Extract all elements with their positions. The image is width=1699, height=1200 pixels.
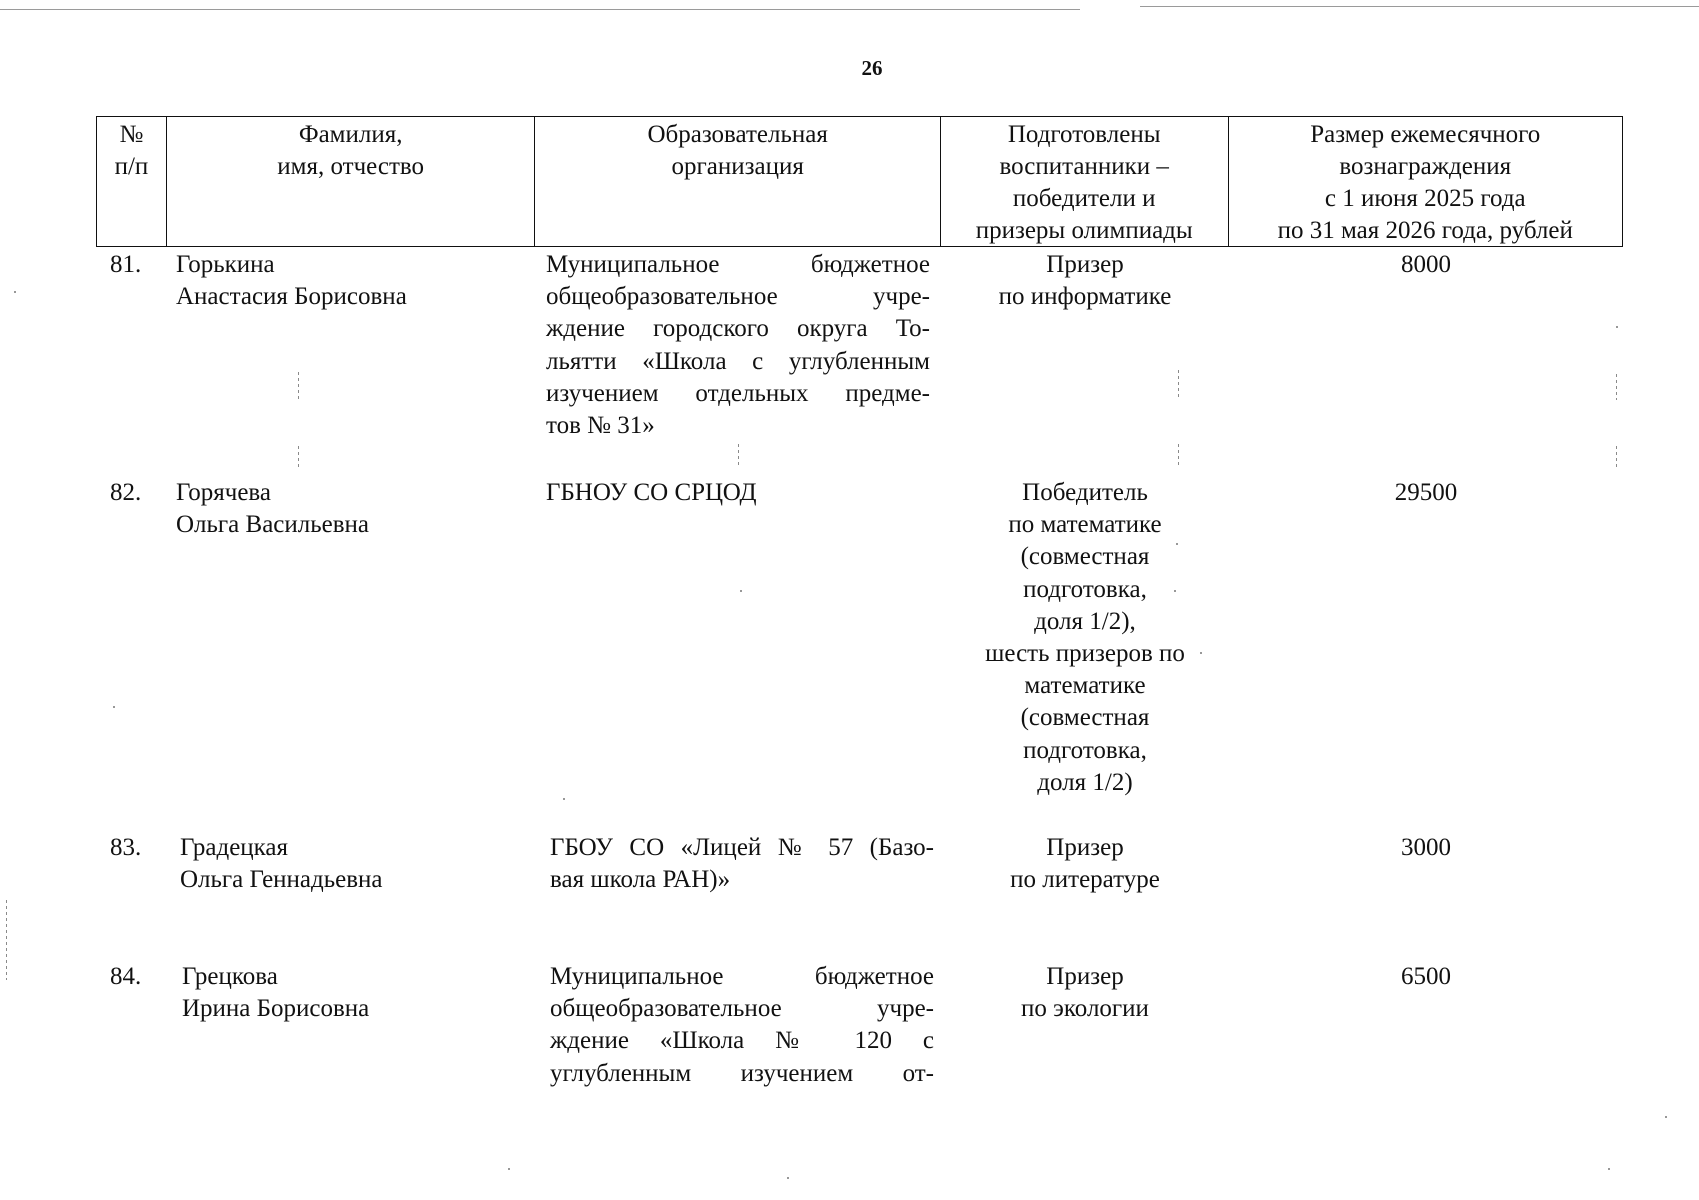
scan-artifact bbox=[298, 446, 299, 468]
org-line: углубленным изучением от- bbox=[550, 1059, 934, 1087]
scan-speck bbox=[740, 590, 742, 592]
scan-artifact bbox=[738, 444, 739, 468]
row-name: Горькина Анастасия Борисовна bbox=[176, 251, 407, 311]
scan-speck bbox=[1200, 652, 1202, 654]
header-org: Образовательная организация bbox=[535, 117, 940, 246]
row-organization bbox=[550, 832, 934, 896]
scan-speck bbox=[563, 798, 565, 800]
table-row bbox=[96, 249, 1623, 449]
scan-artifact bbox=[1178, 370, 1179, 400]
header-num: № п/п bbox=[97, 117, 167, 246]
table-row bbox=[96, 832, 1623, 902]
org-line: вая школа РАН)» bbox=[550, 866, 731, 894]
org-line: ГБОУ СО «Лицей № 57 (Базо- bbox=[550, 834, 934, 861]
row-amount: 29500 bbox=[1394, 479, 1458, 506]
scan-speck bbox=[508, 1168, 510, 1170]
scan-artifact bbox=[1616, 446, 1617, 468]
row-organization bbox=[546, 249, 930, 442]
row-name: Грецкова Ирина Борисовна bbox=[182, 963, 370, 1023]
org-line: ГБНОУ СО СРЦОД bbox=[546, 479, 757, 506]
scan-speck bbox=[14, 291, 16, 293]
row-number: 81. bbox=[110, 251, 142, 278]
org-line: ждение «Школа № 120 с bbox=[550, 1027, 934, 1055]
row-amount: 6500 bbox=[1401, 963, 1451, 990]
scan-artifact bbox=[6, 900, 7, 980]
org-line: льятти «Школа с углубленным bbox=[546, 347, 930, 375]
table-row bbox=[96, 961, 1623, 1096]
org-line: общеобразовательное учре- bbox=[546, 283, 930, 311]
org-line: общеобразовательное учре- bbox=[550, 995, 934, 1023]
table-row bbox=[96, 477, 1623, 807]
org-line: Муниципальное бюджетное bbox=[550, 963, 934, 990]
row-organization bbox=[550, 961, 934, 1090]
scan-speck bbox=[1616, 326, 1618, 328]
row-achievement: Призер по литературе bbox=[1010, 834, 1160, 894]
row-number: 84. bbox=[110, 963, 142, 990]
org-line: ждение городского округа То- bbox=[546, 315, 930, 343]
table-header bbox=[96, 116, 1623, 247]
scan-speck bbox=[1665, 1116, 1667, 1118]
header-name: Фамилия, имя, отчество bbox=[167, 117, 536, 246]
scan-speck bbox=[1176, 543, 1178, 545]
scan-artifact bbox=[1616, 374, 1617, 400]
row-number: 82. bbox=[110, 479, 142, 506]
row-achievement: Призер по информатике bbox=[998, 251, 1172, 311]
scan-edge-line-left bbox=[0, 9, 1080, 10]
page-number: 26 bbox=[861, 56, 883, 80]
scan-speck bbox=[113, 706, 115, 708]
row-achievement: Победитель по математике (совместная подготовка, доля 1/2), шесть призеров по математике (совместная подготовка, доля 1/2) bbox=[985, 479, 1185, 796]
row-name: Градецкая Ольга Геннадьевна bbox=[180, 834, 383, 894]
row-name: Горячева Ольга Васильевна bbox=[176, 479, 370, 539]
row-achievement: Призер по экологии bbox=[1021, 963, 1149, 1023]
org-line: тов № 31» bbox=[546, 412, 655, 440]
row-amount: 8000 bbox=[1401, 251, 1451, 278]
scan-artifact bbox=[298, 372, 299, 402]
scan-speck bbox=[787, 1177, 789, 1179]
row-organization bbox=[546, 477, 930, 509]
row-amount: 3000 bbox=[1401, 834, 1451, 861]
header-achievement: Подготовлены воспитанники – победители и призеры олимпиады bbox=[941, 117, 1229, 246]
scan-artifact bbox=[1178, 444, 1179, 468]
org-line: изучением отдельных предме- bbox=[546, 379, 930, 407]
org-line: Муниципальное бюджетное bbox=[546, 251, 930, 278]
header-amount: Размер ежемесячного вознаграждения с 1 июня 2025 года по 31 мая 2026 года, рублей bbox=[1277, 121, 1573, 244]
scan-speck bbox=[1174, 590, 1176, 592]
row-number: 83. bbox=[110, 834, 142, 861]
scan-speck bbox=[1608, 1168, 1610, 1170]
scan-edge-line-right bbox=[1140, 6, 1699, 7]
